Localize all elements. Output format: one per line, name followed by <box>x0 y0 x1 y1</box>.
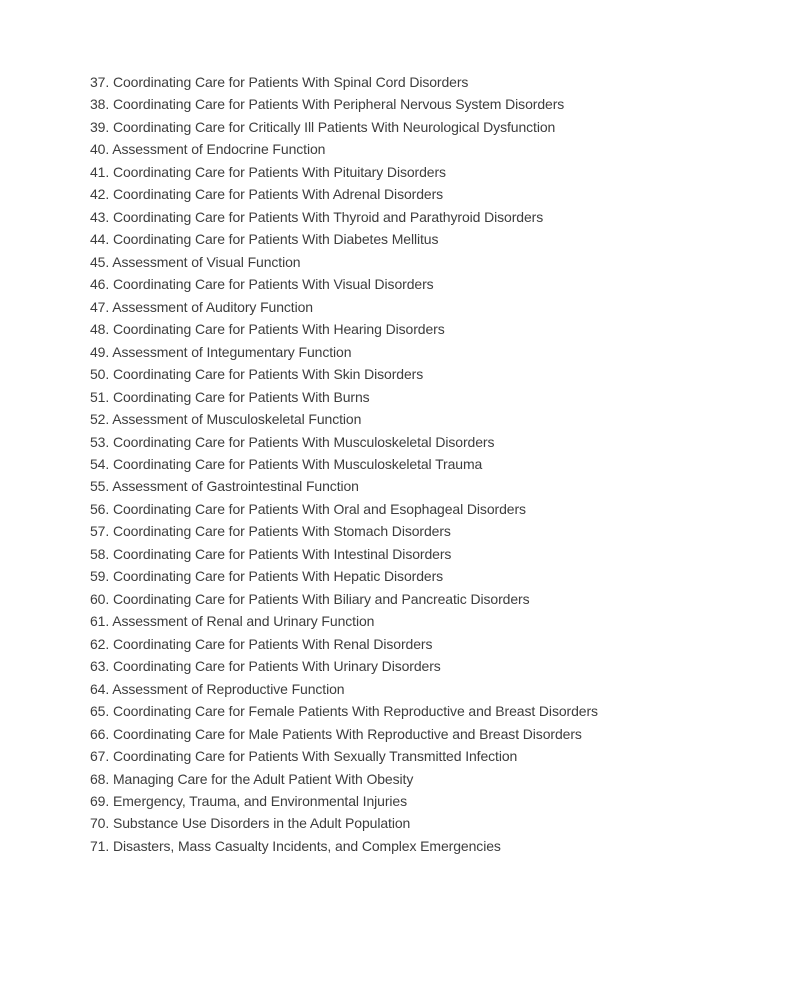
list-item <box>90 475 736 497</box>
chapter-number: 45. <box>90 253 110 270</box>
list-item <box>90 543 736 565</box>
chapter-number: 50. <box>90 366 110 383</box>
list-item <box>90 71 736 93</box>
chapter-title: Coordinating Care for Patients With Stomach Disorders <box>112 523 451 540</box>
list-item <box>90 588 736 610</box>
chapter-number: 57. <box>90 523 110 540</box>
list-item <box>90 386 736 408</box>
chapter-title: Coordinating Care for Patients With Spinal Cord Disorders <box>112 74 469 90</box>
chapter-title: Coordinating Care for Patients With Sexually Transmitted Infection <box>112 748 518 765</box>
list-item <box>90 633 736 655</box>
list-item <box>90 835 736 857</box>
chapter-number: 62. <box>90 635 110 652</box>
chapter-number: 43. <box>90 208 110 225</box>
chapter-number: 59. <box>90 568 110 585</box>
chapter-number: 56. <box>90 500 110 517</box>
chapter-number: 42. <box>90 186 110 203</box>
chapter-title: Coordinating Care for Patients With Pituitary Disorders <box>112 163 446 180</box>
chapter-title: Disasters, Mass Casualty Incidents, and Complex Emergencies <box>112 837 501 854</box>
chapter-number: 40. <box>90 141 110 158</box>
chapter-title: Coordinating Care for Patients With Hearing Disorders <box>112 321 445 338</box>
chapter-number: 69. <box>90 793 110 809</box>
list-item <box>90 251 736 273</box>
chapter-title: Coordinating Care for Patients With Hepatic Disorders <box>112 568 444 585</box>
list-item <box>90 768 736 790</box>
chapter-list <box>90 71 736 857</box>
chapter-number: 68. <box>90 770 110 787</box>
chapter-title: Coordinating Care for Patients With Burns <box>112 388 370 405</box>
chapter-number: 60. <box>90 590 110 607</box>
chapter-number: 46. <box>90 276 110 293</box>
chapter-title: Coordinating Care for Patients With Musculoskeletal Trauma <box>112 455 483 472</box>
chapter-number: 52. <box>90 411 110 428</box>
chapter-title: Coordinating Care for Critically Ill Patients With Neurological Dysfunction <box>112 118 556 135</box>
chapter-number: 39. <box>90 118 110 135</box>
chapter-number: 71. <box>90 837 110 854</box>
list-item <box>90 520 736 542</box>
chapter-title: Coordinating Care for Patients With Renal Disorders <box>112 635 433 652</box>
list-item <box>90 565 736 587</box>
list-item <box>90 296 736 318</box>
list-item <box>90 678 736 700</box>
chapter-number: 53. <box>90 433 110 450</box>
chapter-title: Assessment of Gastrointestinal Function <box>112 478 359 495</box>
chapter-title: Assessment of Renal and Urinary Function <box>112 613 375 630</box>
list-item <box>90 723 736 745</box>
chapter-title: Assessment of Integumentary Function <box>112 343 352 360</box>
list-item <box>90 790 736 812</box>
chapter-number: 66. <box>90 725 110 742</box>
list-item <box>90 655 736 677</box>
list-item <box>90 363 736 385</box>
list-item <box>90 183 736 205</box>
chapter-title: Coordinating Care for Patients With Diabetes Mellitus <box>112 231 439 248</box>
chapter-number: 70. <box>90 815 110 832</box>
chapter-number: 63. <box>90 658 110 675</box>
chapter-title: Coordinating Care for Male Patients With Reproductive and Breast Disorders <box>112 725 582 742</box>
chapter-title: Managing Care for the Adult Patient With Obesity <box>112 770 414 787</box>
list-item <box>90 93 736 115</box>
list-item <box>90 610 736 632</box>
chapter-number: 38. <box>90 96 110 113</box>
chapter-number: 55. <box>90 478 110 495</box>
list-item <box>90 228 736 250</box>
list-item <box>90 812 736 834</box>
chapter-number: 54. <box>90 455 110 472</box>
list-item <box>90 700 736 722</box>
chapter-title: Coordinating Care for Female Patients With Reproductive and Breast Disorders <box>112 703 598 720</box>
chapter-number: 64. <box>90 680 110 697</box>
chapter-number: 67. <box>90 748 110 765</box>
chapter-title: Substance Use Disorders in the Adult Population <box>112 815 411 832</box>
list-item <box>90 341 736 363</box>
chapter-number: 49. <box>90 343 110 360</box>
list-item <box>90 138 736 160</box>
chapter-title: Coordinating Care for Patients With Oral and Esophageal Disorders <box>112 500 526 517</box>
list-item <box>90 273 736 295</box>
chapter-title: Coordinating Care for Patients With Peripheral Nervous System Disorders <box>112 96 565 113</box>
chapter-title: Assessment of Visual Function <box>112 253 301 270</box>
chapter-number: 65. <box>90 703 110 720</box>
chapter-number: 41. <box>90 163 110 180</box>
chapter-number: 44. <box>90 231 110 248</box>
list-item <box>90 431 736 453</box>
chapter-number: 47. <box>90 298 110 315</box>
chapter-number: 48. <box>90 321 110 338</box>
list-item <box>90 745 736 767</box>
chapter-title: Coordinating Care for Patients With Urinary Disorders <box>112 658 441 675</box>
chapter-title: Assessment of Endocrine Function <box>112 141 326 158</box>
chapter-number: 58. <box>90 545 110 562</box>
list-item <box>90 161 736 183</box>
list-item <box>90 116 736 138</box>
chapter-title: Coordinating Care for Patients With Thyroid and Parathyroid Disorders <box>112 208 544 225</box>
list-item <box>90 453 736 475</box>
chapter-number: 61. <box>90 613 110 630</box>
chapter-title: Coordinating Care for Patients With Biliary and Pancreatic Disorders <box>112 590 530 607</box>
chapter-title: Coordinating Care for Patients With Intestinal Disorders <box>112 545 452 562</box>
list-item <box>90 498 736 520</box>
list-item <box>90 206 736 228</box>
chapter-title: Assessment of Auditory Function <box>112 298 313 315</box>
chapter-number: 37. <box>90 74 110 90</box>
chapter-title: Coordinating Care for Patients With Adrenal Disorders <box>112 186 444 203</box>
chapter-title: Assessment of Musculoskeletal Function <box>112 411 362 428</box>
list-item <box>90 408 736 430</box>
chapter-title: Assessment of Reproductive Function <box>112 680 345 697</box>
chapter-title: Coordinating Care for Patients With Musculoskeletal Disorders <box>112 433 495 450</box>
chapter-title: Coordinating Care for Patients With Visual Disorders <box>112 276 434 293</box>
chapter-title: Coordinating Care for Patients With Skin Disorders <box>112 366 424 383</box>
chapter-title: Emergency, Trauma, and Environmental Injuries <box>112 793 408 809</box>
chapter-number: 51. <box>90 388 110 405</box>
list-item <box>90 318 736 340</box>
